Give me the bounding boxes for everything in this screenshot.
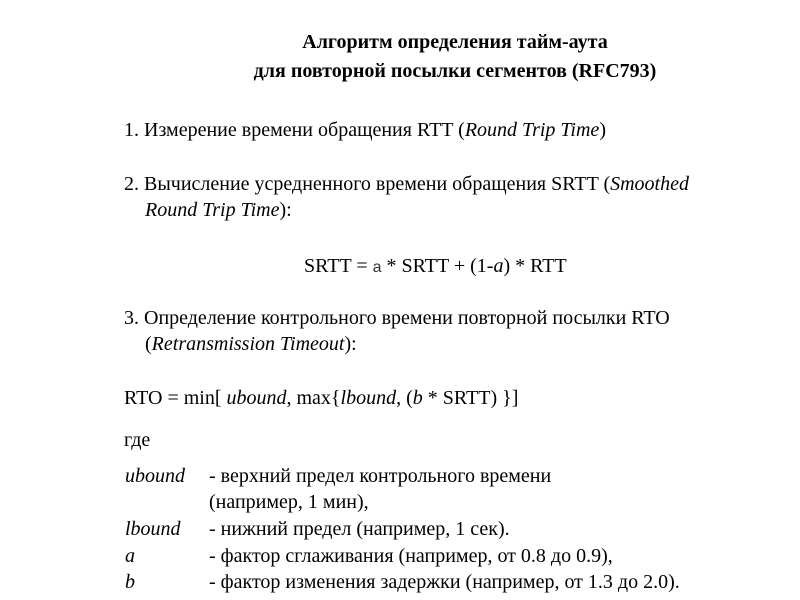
alpha-symbol: a	[372, 259, 382, 276]
item-2	[124, 172, 689, 196]
formula-srtt	[304, 254, 567, 280]
item-1-text: Измерение времени обращения RTT (	[144, 119, 465, 141]
formula-rto-lbound: lbound	[340, 387, 397, 409]
item-2-number: 2.	[124, 173, 139, 195]
definition-desc-ubound-2: (например, 1 мин),	[209, 491, 369, 513]
alpha-symbol-2: a	[493, 255, 504, 277]
item-3-open: (	[145, 333, 152, 355]
item-1-number: 1.	[124, 119, 139, 141]
item-3-number: 3.	[124, 307, 139, 329]
formula-srtt-prefix: SRTT =	[304, 255, 373, 277]
formula-srtt-middle: * SRTT + (1-	[381, 255, 494, 277]
definition-term-ubound: ubound	[125, 465, 185, 487]
item-1	[124, 118, 606, 142]
formula-rto-mid2: , (	[396, 387, 413, 409]
page-title	[0, 28, 800, 86]
item-2-cont	[145, 198, 292, 222]
item-3-close: ):	[344, 333, 357, 355]
item-1-italic: Round Trip Time	[464, 119, 600, 141]
item-3-text: Определение контрольного времени повторной посылки RTO	[144, 307, 670, 329]
formula-rto-suffix: * SRTT) }]	[422, 387, 519, 409]
definition-desc-b: - фактор изменения задержки (например, от 1.3 до 2.0).	[209, 571, 680, 593]
definition-desc-a: - фактор сглаживания (например, от 0.8 до 0.9),	[209, 545, 613, 567]
title-line-2: для повторной посылки сегментов (RFC793)	[253, 60, 657, 82]
formula-rto-ubound: ubound	[226, 387, 287, 409]
definition-term-lbound: lbound	[125, 518, 181, 540]
item-3	[124, 306, 670, 330]
title-line-1: Алгоритм определения тайм-аута	[302, 31, 608, 53]
formula-rto	[124, 386, 518, 410]
definition-term-b: b	[125, 571, 135, 593]
formula-rto-prefix: RTO = min[	[124, 387, 227, 409]
item-3-italic: Retransmission Timeout	[151, 333, 345, 355]
item-2-close: ):	[279, 199, 292, 221]
formula-rto-b: b	[412, 387, 423, 409]
formula-rto-mid1: , max{	[286, 387, 341, 409]
item-3-cont	[145, 332, 357, 356]
definition-desc-lbound: - нижний предел (например, 1 сек).	[209, 518, 510, 540]
where-label: где	[124, 429, 151, 451]
formula-srtt-suffix: ) * RTT	[503, 255, 567, 277]
definition-desc-ubound: - верхний предел контрольного времени	[209, 465, 552, 487]
item-2-italic-2: Round Trip Time	[145, 199, 280, 221]
item-1-close: )	[599, 119, 606, 141]
definition-term-a: a	[125, 545, 135, 567]
item-2-text: Вычисление усредненного времени обращения SRTT (	[144, 173, 611, 195]
item-2-italic-1: Smoothed	[610, 173, 689, 195]
